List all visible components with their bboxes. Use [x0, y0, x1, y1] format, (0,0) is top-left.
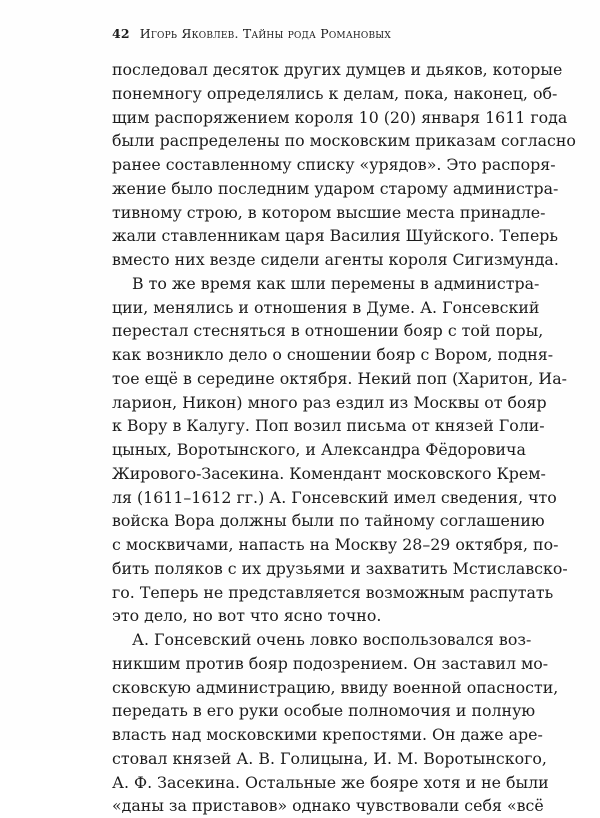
- text-line: ларион, Никон) много раз ездил из Москвы от бояр: [112, 392, 547, 412]
- text-line: жение было последним ударом старому администра-: [112, 178, 559, 198]
- text-line: стовал князей А. В. Голицына, И. М. Воротынского,: [112, 748, 547, 768]
- body-text: [112, 58, 576, 818]
- running-header: [112, 26, 391, 41]
- page-number: 42: [112, 26, 130, 41]
- text-line: В то же время как шли перемены в администра-: [132, 273, 540, 293]
- text-line: сковскую администрацию, ввиду военной опасности,: [112, 677, 559, 697]
- paragraph: [112, 58, 576, 272]
- text-line: ля (1611–1612 гг.) А. Гонсевский имел сведения, что: [112, 487, 557, 507]
- text-line: войска Вора должны были по тайному соглашению: [112, 511, 545, 531]
- paragraph: [112, 272, 568, 628]
- text-line: щим распоряжением короля 10 (20) января 1611 года: [112, 107, 568, 127]
- paragraph: [112, 628, 559, 818]
- running-title: Игорь Яковлев. Тайны рода Романовых: [139, 26, 391, 41]
- text-line: последовал десяток других думцев и дьяков, которые: [112, 60, 563, 79]
- text-line: с москвичами, напасть на Москву 28–29 октября, по-: [112, 535, 559, 554]
- text-line: власть над московскими крепостями. Он даже аре-: [112, 725, 543, 744]
- text-line: Жирового-Засекина. Комендант московского Крем-: [112, 463, 546, 483]
- text-line: к Вору в Калугу. Поп возил письма от князей Голи-: [112, 416, 545, 436]
- text-line: понемногу определялись к делам, пока, наконец, об-: [112, 83, 558, 103]
- text-line: «даны за приставов» однако чувствовали себя «всё: [112, 796, 544, 816]
- text-line: как возникло дело о сношении бояр с Вором, подня-: [112, 345, 554, 364]
- text-line: жали ставленникам царя Василия Шуйского. Теперь: [112, 226, 559, 246]
- text-line: вместо них везде сидели агенты короля Сигизмунда.: [112, 250, 559, 269]
- text-line: никшим против бояр подозрением. Он заставил мо-: [112, 653, 549, 673]
- text-line: были распределены по московским приказам согласно: [112, 131, 576, 151]
- text-line: перестал стесняться в отношении бояр с той поры,: [112, 321, 544, 341]
- text-line: ранее составленному списку «урядов». Это распоря-: [112, 155, 556, 174]
- text-line: тивному строю, в котором высшие места принадле-: [112, 202, 546, 222]
- text-line: бить поляков с их друзьями и захватить Мстиславско-: [112, 558, 568, 578]
- text-line: А. Ф. Засекина. Остальные же бояре хотя и не были: [112, 772, 549, 792]
- text-line: это дело, но вот что ясно точно.: [112, 606, 382, 626]
- text-line: цыных, Воротынского, и Александра Фёдоровича: [112, 440, 526, 459]
- text-line: передать в его руки особые полномочия и полную: [112, 701, 536, 721]
- text-line: А. Гонсевский очень ловко воспользовался воз-: [132, 630, 532, 649]
- text-line: тое ещё в середине октября. Некий поп (Харитон, Иа-: [112, 368, 567, 388]
- text-line: го. Теперь не представляется возможным распутать: [112, 582, 554, 602]
- text-line: ции, менялись и отношения в Думе. А. Гонсевский: [112, 297, 540, 317]
